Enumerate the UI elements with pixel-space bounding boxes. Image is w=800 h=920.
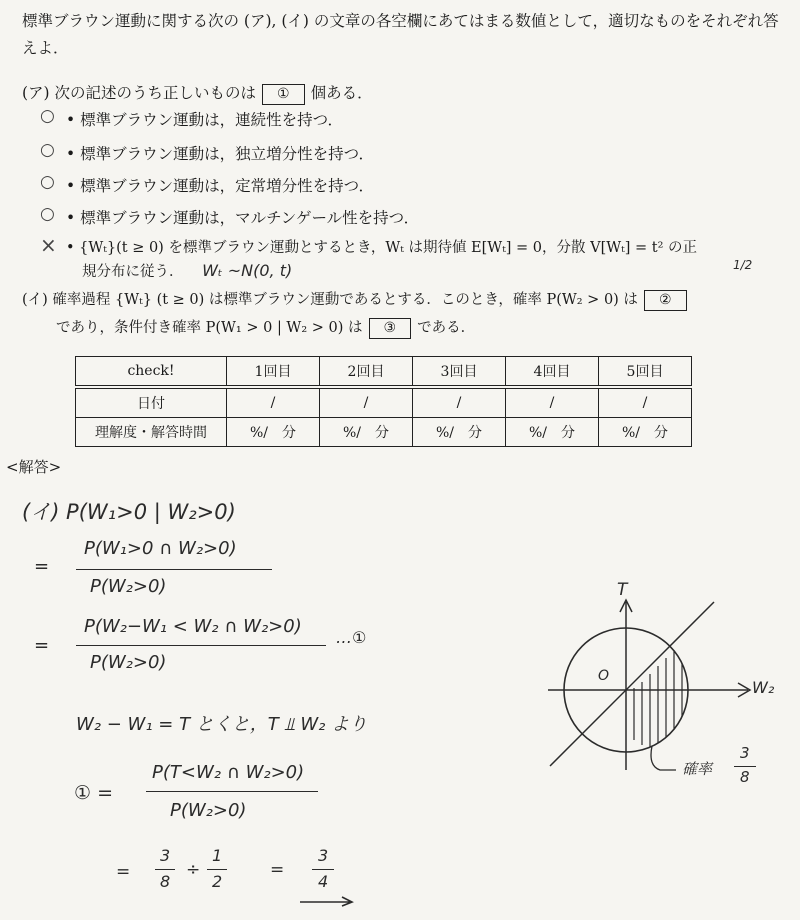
eq-sign-6b: = [270, 860, 285, 880]
part-a-question [22, 82, 373, 105]
check-col-5: 5回目 [599, 357, 692, 386]
hand-mark-2: ○ [40, 140, 55, 160]
statement-5-text: {Wₜ}(t ≥ 0) を標準ブラウン運動とするとき，Wₜ は期待値 E[Wₜ] = 0，分散 V[Wₜ] = t² の正 [79, 240, 698, 256]
blank-box-3: ③ [369, 318, 412, 339]
frac6a-num: 3 [160, 846, 171, 865]
part-b-text1: (イ) 確率過程 {Wₜ} (t ≥ 0) は標準ブラウン運動であるとする．このとき，確率 P(W₂ > 0) は [22, 292, 638, 308]
part-b-line1 [22, 289, 693, 311]
statement-5-cont [82, 260, 292, 281]
frac3-den: P(W₂>0) [90, 652, 167, 673]
hand-mark-1: ○ [40, 106, 55, 126]
check-header-row [76, 357, 692, 386]
check-header: check! [76, 357, 227, 386]
t-axis-label: T [617, 580, 628, 600]
hand-note-half: 1/2 [733, 258, 753, 272]
frac6b-den: 2 [212, 872, 223, 891]
answer-heading: <解答> [6, 458, 62, 476]
check-score-row [76, 418, 692, 447]
part-a-text: (ア) 次の記述のうち正しいものは [22, 84, 257, 102]
frac6r-den: 4 [318, 872, 329, 891]
diagonal-line [550, 602, 714, 766]
check-date-row [76, 389, 692, 418]
statement-5: • {Wₜ}(t ≥ 0) を標準ブラウン運動とするとき，Wₜ は期待値 E[Wₜ] = 0，分散 V[Wₜ] = t² の正 [66, 240, 698, 256]
hand-note-normal: Wₜ ~N(0, t) [202, 261, 293, 280]
check-table [75, 356, 692, 447]
score-cell[interactable]: %/ 分 [599, 418, 692, 447]
frac5-den: P(W₂>0) [170, 800, 247, 821]
date-label: 日付 [76, 389, 227, 418]
div-sign: ÷ [186, 860, 201, 880]
frac6a-bar [155, 869, 175, 870]
statement-4-text: 標準ブラウン運動は，マルチンゲール性を持つ． [80, 209, 420, 227]
score-label: 理解度・解答時間 [76, 418, 227, 447]
problem-intro: 標準ブラウン運動に関する次の (ア), (イ) の文章の各空欄にあてはまる数値として，適切なものをそれぞれ答えよ． [22, 12, 779, 57]
frac6b-bar [207, 869, 227, 870]
check-col-4: 4回目 [506, 357, 599, 386]
prob-bar [734, 766, 756, 767]
date-cell[interactable]: / [320, 389, 413, 418]
blank-box-1: ① [262, 84, 305, 105]
frac2-bar [76, 569, 272, 570]
frac6a-den: 8 [160, 872, 171, 891]
statement-2-text: 標準ブラウン運動は，独立増分性を持つ． [80, 145, 374, 163]
frac3-num: P(W₂−W₁ < W₂ ∩ W₂>0) [84, 616, 302, 637]
underline-arrow [298, 894, 358, 908]
score-cell[interactable]: %/ 分 [506, 418, 599, 447]
prob-label: 確率 [682, 760, 713, 778]
eq-sign-2: = [34, 556, 50, 577]
frac5-num: P(T<W₂ ∩ W₂>0) [152, 762, 305, 783]
check-col-1: 1回目 [227, 357, 320, 386]
statement-3: • 標準ブラウン運動は，定常増分性を持つ． [66, 177, 374, 195]
frac6b-num: 1 [212, 846, 223, 865]
date-cell[interactable]: / [506, 389, 599, 418]
frac5-bar [146, 791, 318, 792]
score-cell[interactable]: %/ 分 [320, 418, 413, 447]
prob-num: 3 [740, 744, 750, 762]
frac6r-num: 3 [318, 846, 329, 865]
origin-label: O [598, 668, 610, 684]
hand-mark-4: ○ [40, 204, 55, 224]
score-cell[interactable]: %/ 分 [227, 418, 320, 447]
part-b-text2: であり，条件付き確率 P(W₁ > 0 | W₂ > 0) は [56, 320, 363, 336]
eq-tag-1: …① [336, 628, 367, 647]
date-cell[interactable]: / [413, 389, 506, 418]
statement-4: • 標準ブラウン運動は，マルチンゲール性を持つ． [66, 209, 420, 227]
date-cell[interactable]: / [599, 389, 692, 418]
frac3-bar [76, 645, 326, 646]
hand-mark-3: ○ [40, 172, 55, 192]
statement-1-text: 標準ブラウン運動は，連続性を持つ． [80, 111, 343, 129]
check-col-3: 3回目 [413, 357, 506, 386]
pointer-line [651, 746, 676, 770]
statement-5-text2: 規分布に従う． [82, 264, 184, 280]
frac6r-bar [312, 869, 334, 870]
eq-sign-3: = [34, 635, 50, 656]
w2-axis-label: W₂ [752, 678, 775, 697]
statement-3-text: 標準ブラウン運動は，定常増分性を持つ． [80, 177, 374, 195]
frac2-num: P(W₁>0 ∩ W₂>0) [84, 538, 237, 559]
statement-2: • 標準ブラウン運動は，独立増分性を持つ． [66, 145, 374, 163]
answer-line-4: W₂ − W₁ = T とくと，T ⫫ W₂ より [76, 714, 368, 735]
check-col-2: 2回目 [320, 357, 413, 386]
date-cell[interactable]: / [227, 389, 320, 418]
statement-1: • 標準ブラウン運動は，連続性を持つ． [66, 111, 343, 129]
hatched-region [626, 596, 720, 750]
eq-lhs-5: ① = [74, 782, 113, 804]
part-b-text3: である． [417, 320, 476, 336]
score-cell[interactable]: %/ 分 [413, 418, 506, 447]
part-a-text-after: 個ある． [310, 84, 373, 102]
answer-line-1: (イ) P(W₁>0 | W₂>0) [22, 500, 236, 524]
eq-sign-6: = [116, 862, 131, 882]
blank-box-2: ② [644, 290, 687, 311]
part-b-line2 [56, 317, 475, 339]
prob-den: 8 [740, 768, 750, 786]
hand-mark-5: × [40, 233, 57, 257]
frac2-den: P(W₂>0) [90, 576, 167, 597]
